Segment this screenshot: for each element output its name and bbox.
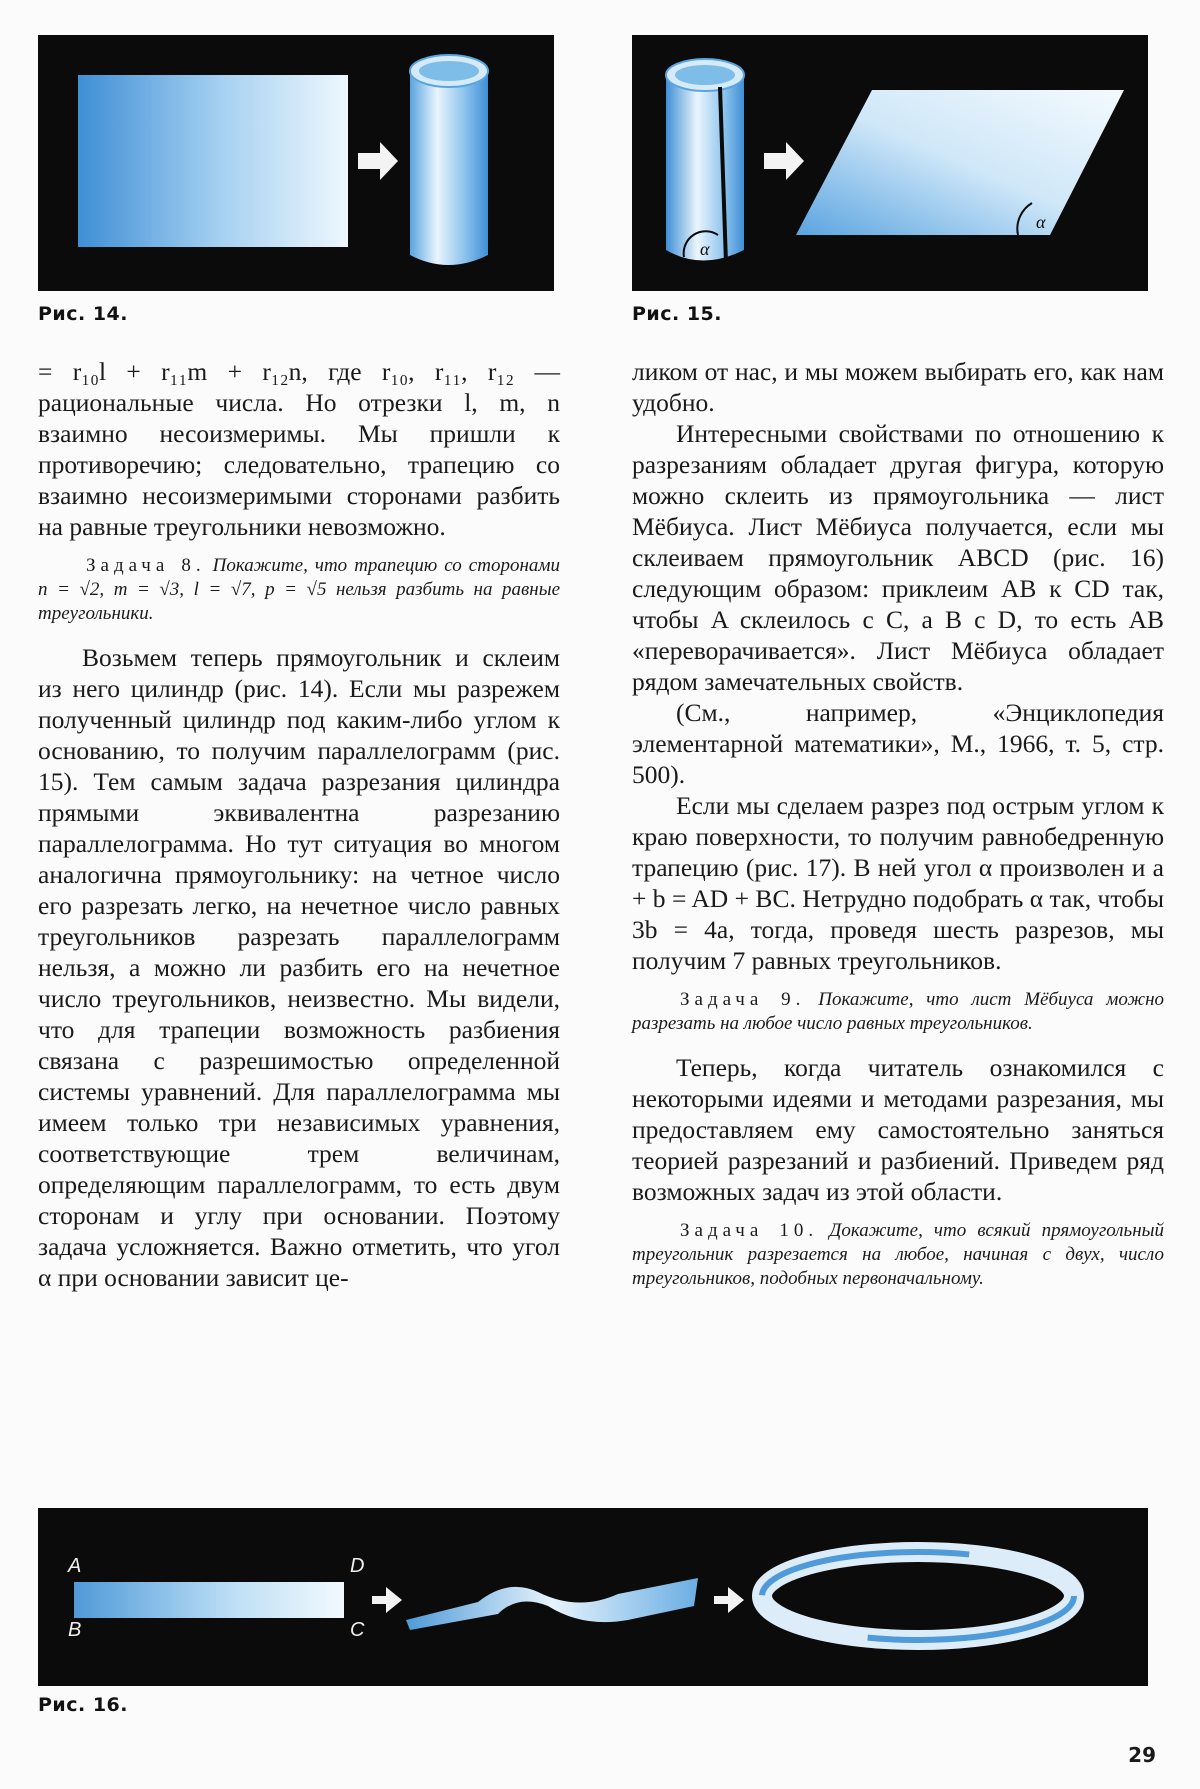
figure-14-caption: Рис. 14. xyxy=(38,303,128,325)
left-column xyxy=(38,356,560,1293)
strip-abcd xyxy=(74,1582,344,1618)
corner-label-d: D xyxy=(350,1555,365,1577)
flat-rectangle xyxy=(78,75,348,247)
cylinder-body xyxy=(410,71,488,265)
figure-15-caption: Рис. 15. xyxy=(632,303,722,325)
cut-cylinder-body xyxy=(666,75,744,261)
task-text: Покажите, что трапецию со сторонами n = √2, m = √3, l = √7, p = √5 нельзя разбить на равные треугольники. xyxy=(38,555,561,624)
figure-16-caption: Рис. 16. xyxy=(38,1694,128,1716)
arrow-right-icon xyxy=(714,1587,744,1613)
paragraph: = r₁₀l + r₁₁m + r₁₂n, где r₁₀, r₁₁, r₁₂ — рациональные числа. Но отрезки l, m, n взаимно несоизмеримы. Мы пришли к противоречию; следовательно, трапецию со взаимно несоизмеримыми сторонами разбить на равные треугольники невозможно. xyxy=(38,357,560,541)
figure-15-image xyxy=(632,35,1148,291)
task-9 xyxy=(632,988,1164,1036)
corner-label-c: C xyxy=(350,1619,365,1641)
corner-label-a: A xyxy=(68,1555,82,1577)
twisted-strip xyxy=(406,1578,698,1630)
parallelogram xyxy=(796,90,1124,235)
paragraph: Теперь, когда читатель ознакомился с некоторыми идеями и методами разрезания, мы предоставляем ему самостоятельно заняться теорией разрезаний и разбиений. Приведем ряд возможных задач из этой области. xyxy=(632,1053,1164,1206)
page-number: 29 xyxy=(1128,1743,1156,1767)
task-text: Докажите, что всякий прямоугольный треугольник разрезается на любое, начиная с двух, число треугольников, подобных первоначальному. xyxy=(632,1220,1164,1289)
arrow-right-icon xyxy=(372,1587,402,1613)
paragraph: (См., например, «Энциклопедия элементарной математики», М., 1966, т. 5, стр. 500). xyxy=(632,698,1164,789)
task-label: Задача 9. xyxy=(680,989,806,1010)
arrow-right-icon xyxy=(358,142,398,180)
paragraph: ликом от нас, и мы можем выбирать его, как нам удобно. xyxy=(632,357,1164,417)
corner-label-b: B xyxy=(68,1619,82,1641)
task-label: Задача 8. xyxy=(86,555,206,576)
task-8 xyxy=(38,554,560,626)
svg-text:α: α xyxy=(1036,212,1046,232)
figure-16-image xyxy=(38,1508,1148,1686)
paragraph: Интересными свойствами по отношению к разрезаниям обладает другая фигура, которую можно склеить из прямоугольника — лист Мёбиуса. Лист Мёбиуса получается, если мы склеиваем прямоугольник ABCD (рис. 16) следующим образом: приклеим AB к CD так, чтобы A склеилось с C, а B с D, то есть AB «переворачивается». Лист Мёбиуса обладает рядом замечательных свойств. xyxy=(632,419,1164,696)
task-text: Покажите, что лист Мёбиуса можно разрезать на любое число равных треугольников. xyxy=(632,989,1165,1034)
arrow-right-icon xyxy=(764,142,804,180)
task-10 xyxy=(632,1219,1164,1291)
paragraph: Возьмем теперь прямоугольник и склеим из него цилиндр (рис. 14). Если мы разрежем полученный цилиндр под каким-либо углом к основанию, то получим параллелограмм (рис. 15). Тем самым задача разрезания цилиндра прямыми эквивалентна разрезанию параллелограмма. Но тут ситуация во многом аналогична прямоугольнику: на четное число его разрезать легко, на нечетное число равных треугольников разрезать параллелограмм нельзя, а можно ли разбить его на нечетное число треугольников, неизвестно. Мы видели, что для трапеции возможность разбиения связана с разрешимостью определенной системы уравнений. Для параллелограмма мы имеем только три независимых уравнения, соответствующие трем величинам, определяющим параллелограмм, то есть двум сторонам и углу при основании. Поэтому задача усложняется. Важно отметить, что угол α при основании зависит це- xyxy=(38,643,560,1292)
angle-alpha-label: α xyxy=(700,239,710,259)
paragraph: Если мы сделаем разрез под острым углом к краю поверхности, то получим равнобедренную трапецию (рис. 17). В ней угол α произволен и a + b = AD + BC. Нетрудно подобрать α так, чтобы 3b = 4a, тогда, проведя шесть разрезов, мы получим 7 равных треугольников. xyxy=(632,791,1164,975)
figure-14-image xyxy=(38,35,554,291)
task-label: Задача 10. xyxy=(680,1220,819,1241)
right-column xyxy=(632,356,1164,1307)
